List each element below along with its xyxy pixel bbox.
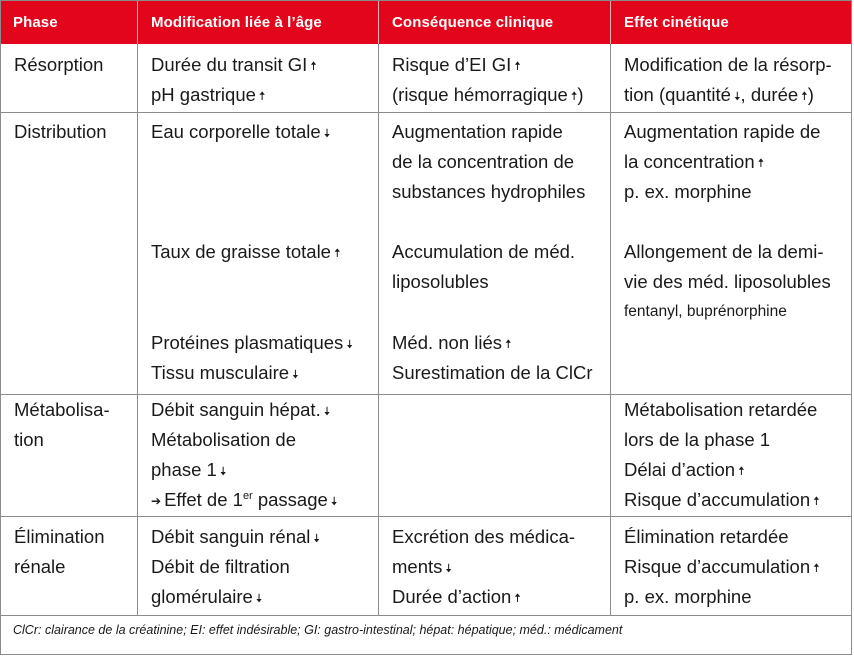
- row-divider: [1, 615, 851, 616]
- up-arrow-icon: 🠅: [514, 591, 521, 605]
- modif-resorption: Durée du transit GI 🠅 pH gastrique 🠅: [151, 54, 317, 105]
- down-arrow-icon: 🠇: [445, 561, 452, 575]
- up-arrow-icon: 🠅: [514, 59, 521, 73]
- header-consequence: Conséquence clinique: [392, 14, 554, 31]
- cons-elimination: Excrétion des médica- ments 🠇 Durée d’action 🠅: [392, 526, 576, 607]
- up-arrow-icon: 🠅: [310, 59, 317, 73]
- down-arrow-icon: 🠇: [346, 337, 353, 351]
- phase-resorption: Résorption: [14, 54, 104, 75]
- up-arrow-icon: 🠅: [801, 89, 808, 103]
- row-divider: [1, 516, 851, 517]
- header-divider: [610, 1, 611, 44]
- effet-elimination: Élimination retardée Risque d’accumulation 🠅 p. ex. morphine: [624, 526, 820, 607]
- cons-resorption: Risque d’EI GI 🠅 (risque hémorragique 🠅): [392, 54, 584, 105]
- cons-distribution-1: Augmentation rapide de la concentration de substances hydrophiles: [392, 121, 586, 202]
- effet-resorption: Modification de la résorp- tion (quantité 🠇, durée 🠅): [624, 54, 832, 105]
- table-footnote: ClCr: clairance de la créatinine; EI: effet indésirable; GI: gastro-intestinal; hépat: hépatique; méd.: médicament: [13, 623, 623, 637]
- up-arrow-icon: 🠅: [757, 156, 765, 170]
- modif-distribution-3: Protéines plasmatiques 🠇 Tissu musculaire 🠇: [151, 332, 353, 383]
- header-divider: [137, 1, 138, 44]
- row-divider: [1, 112, 851, 113]
- phase-elimination: Élimination rénale: [14, 526, 105, 577]
- effet-metabolisation: Métabolisation retardée lors de la phase 1 Délai d’action 🠅 Risque d’accumulation 🠅: [624, 399, 820, 510]
- modif-metabolisation: Débit sanguin hépat. 🠇 Métabolisation de phase 1 🠇 ➔ Effet de 1er passage 🠇: [151, 399, 338, 510]
- up-arrow-icon: 🠅: [505, 337, 512, 351]
- header-phase: Phase: [13, 14, 58, 31]
- phase-metabolisation: Métabolisa- tion: [14, 399, 110, 450]
- up-arrow-icon: 🠅: [738, 464, 745, 478]
- modif-distribution-1: Eau corporelle totale 🠇: [151, 121, 331, 142]
- effet-distribution-1: Augmentation rapide de la concentration 🠅 p. ex. morphine: [624, 121, 821, 202]
- down-arrow-icon: 🠇: [219, 464, 227, 478]
- down-arrow-icon: 🠇: [330, 494, 338, 508]
- effet-distribution-2: Allongement de la demi- vie des méd. liposolubles fentanyl, buprénorphine: [624, 241, 831, 320]
- phase-distribution: Distribution: [14, 121, 107, 142]
- down-arrow-icon: 🠇: [313, 531, 320, 545]
- modif-elimination: Débit sanguin rénal 🠇 Débit de filtration glomérulaire 🠇: [151, 526, 320, 607]
- header-modification: Modification liée à l’âge: [151, 14, 322, 31]
- down-arrow-icon: 🠇: [323, 404, 331, 418]
- header-divider: [378, 1, 379, 44]
- cons-distribution-2: Accumulation de méd. liposolubles: [392, 241, 576, 292]
- modif-distribution-2: Taux de graisse totale 🠅: [151, 241, 341, 262]
- up-arrow-icon: 🠅: [570, 89, 578, 103]
- up-arrow-icon: 🠅: [333, 246, 341, 260]
- down-arrow-icon: 🠇: [323, 126, 331, 140]
- header-effet: Effet cinétique: [624, 14, 729, 31]
- right-arrow-icon: ➔: [151, 494, 162, 508]
- up-arrow-icon: 🠅: [258, 89, 266, 103]
- table-header: [1, 1, 851, 44]
- down-arrow-icon: 🠇: [255, 591, 263, 605]
- down-arrow-icon: 🠇: [733, 89, 741, 103]
- column-divider: [378, 44, 379, 616]
- up-arrow-icon: 🠅: [813, 561, 820, 575]
- column-divider: [137, 44, 138, 616]
- column-divider: [610, 44, 611, 616]
- cons-distribution-3: Méd. non liés 🠅 Surestimation de la ClCr: [392, 332, 593, 383]
- down-arrow-icon: 🠇: [292, 367, 299, 381]
- up-arrow-icon: 🠅: [813, 494, 820, 508]
